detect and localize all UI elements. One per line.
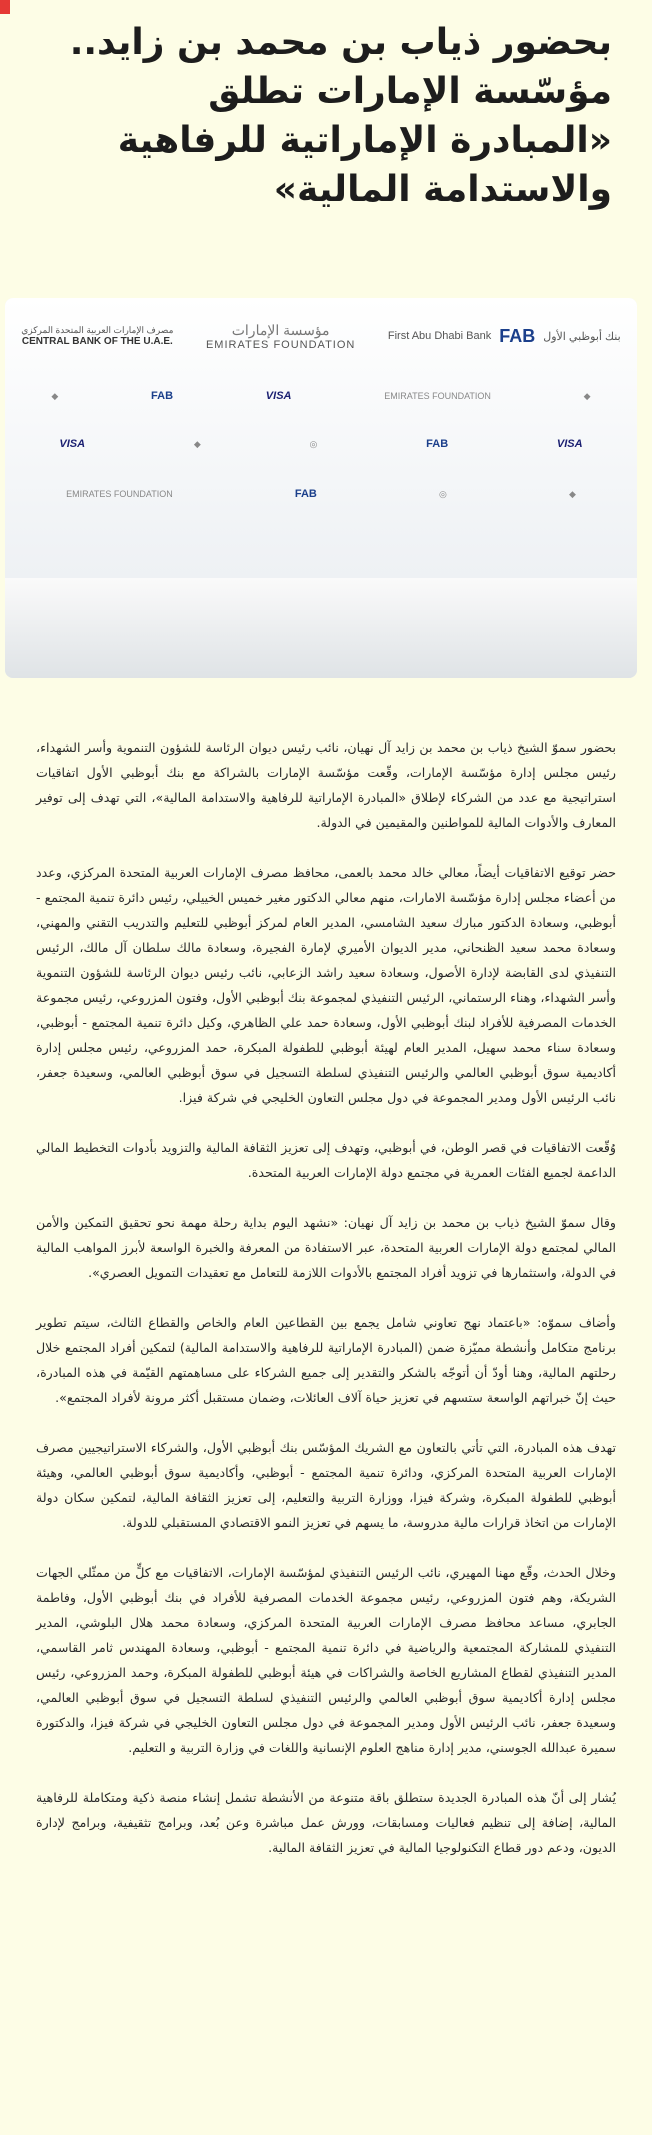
emirates-foundation-logo [206,322,355,351]
foundation-name-en: EMIRATES FOUNDATION [384,391,491,401]
central-bank-logo [21,325,173,347]
top-accent-bar [0,0,10,14]
backdrop-logo-row-2 [5,434,637,454]
fab-name-en: First Abu Dhabi Bank [387,330,492,342]
signing-table [5,578,637,678]
seal-icon: ◎ [438,488,447,499]
article-body [36,735,616,1885]
article-paragraph: وخلال الحدث، وقّع مهنا المهيري، نائب الرئيس التنفيذي لمؤسّسة الإمارات، الاتفاقيات مع كلٍّ من ممثّلي الجهات الشريكة، وهم فتون المزروعي، رئيس مجموعة الخدمات المصرفية للأفراد في بنك أبوظبي الأول، وفاطمة الجابري، مساعد محافظ مصرف الإمارات العربية المتحدة المركزي، وسعادة محمد هلال البلوشي، المدير التنفيذي للمشاركة المجتمعية والرياضية في دائرة تنمية المجتمع - أبوظبي، وسعادة المهندس ثامر القاسمي، المدير التنفيذي لقطاع المشاريع الخاصة والشراكات في هيئة أبوظبي للطفولة المبكرة، وحمد المزروعي، رئيس مجلس إدارة أكاديمية سوق أبوظبي العالمي والرئيس التنفيذي لسلطة التسجيل في سوق أبوظبي العالمي، وسعيدة جعفر، نائب الرئيس الأول ومدير المجموعة في دول مجلس التعاون الخليجي في شركة فيزا، والدكتورة سميرة عبدالله الجوسني، مدير إدارة مناهج العلوم الإنسانية واللغات في وزارة التربية و التعليم. [36,1565,616,1755]
crest-icon: ◆ [51,390,59,401]
article-paragraph: يُشار إلى أنّ هذه المبادرة الجديدة ستطلق باقة متنوعة من الأنشطة تشمل إنشاء منصة ذكية ومتكاملة للرفاهية المالية، إضافة إلى تنظيم فعاليات ومسابقات، وورش عمل مباشرة وعن بُعد، وبرامج تثقيفية، وبرامج لإدارة الديون، ودعم دور قطاع التكنولوجيا المالية في تعزيز الثقافة المالية. [36,1790,616,1855]
article-paragraph: حضر توقيع الاتفاقيات أيضاً، معالي خالد محمد بالعمى، محافظ مصرف الإمارات العربية المتحدة المركزي، وعدد من أعضاء مجلس إدارة مؤسّسة الامارات، منهم معالي الدكتور مغير خميس الخييلي، رئيس دائرة تنمية المجتمع - أبوظبي، وسعادة الدكتور مبارك سعيد الشامسي، المدير العام لمركز أبوظبي للتعليم والتدريب التقني والمهني، وسعادة محمد سعيد الظنحاني، مدير الديوان الأميري لإمارة الفجيرة، وسعادة مالك سلطان آل مالك، الرئيس التنفيذي لدى القابضة لإدارة الأصول، وسعادة سعيد راشد الزعابي، نائب رئيس ديوان الرئاسة للشؤون التنموية وأسر الشهداء، وهناء الرستماني، الرئيس التنفيذي لمجموعة بنك أبوظبي الأول، وفتون المزروعي، رئيس مجموعة الخدمات المصرفية للأفراد لبنك أبوظبي الأول، وسعادة حمد علي الظاهري، وكيل دائرة تنمية المجتمع - أبوظبي، وسعادة سناء محمد سهيل، المدير العام لهيئة أبوظبي للطفولة المبكرة، حمد المزروعي، رئيس مجلس إدارة أكاديمية سوق أبوظبي العالمي والرئيس التنفيذي لسلطة التسجيل في سوق أبوظبي العالمي، وسعيدة جعفر، نائب الرئيس الأول ومدير المجموعة في دول مجلس التعاون الخليجي في شركة فيزا. [36,865,616,1105]
backdrop-logo-row-1 [5,386,637,406]
article-paragraph: وأضاف سموّه: «باعتماد نهج تعاوني شامل يجمع بين القطاعين العام والخاص والقطاع الثالث، سيتم تطوير برنامج متكامل وأنشطة مميّزة ضمن (المبادرة الإماراتية للرفاهية والاستدامة المالية) لتمكين أفراد المجتمع خلال رحلتهم المالية، وهنا أودّ أن أتوجّه بالشكر والتقدير إلى جميع الشركاء على مساهمتهم القيّمة في هذه المبادرة، حيث إنّ خبراتهم الواسعة ستسهم في تعزيز حياة آلاف العائلات، وضمان مستقبل أكثر مرونة لأفراد المجتمع». [36,1315,616,1405]
fab-logo [388,326,621,347]
article-paragraph: بحضور سموّ الشيخ ذياب بن محمد بن زايد آل نهيان، نائب رئيس ديوان الرئاسة للشؤون التنموية وأسر الشهداء، رئيس مجلس إدارة مؤسّسة الإمارات، وقّعت مؤسّسة الإمارات بالشراكة مع بنك أبوظبي الأول اتفاقيات استراتيجية مع عدد من الشركاء لإطلاق «المبادرة الإماراتية للرفاهية والاستدامة المالية»، التي تهدف إلى توفير المعارف والأدوات المالية للمواطنين والمقيمين في الدولة. [36,740,616,830]
central-bank-name-ar: مصرف الإمارات العربية المتحدة المركزي [21,325,174,335]
fab-mark: FAB [426,438,449,450]
crest-icon: ◆ [568,488,576,499]
visa-logo: VISA [265,390,292,402]
photo-logo-row [5,312,637,360]
article-photo [5,298,637,678]
foundation-name-ar: مؤسسة الإمارات [231,321,330,338]
visa-logo: VISA [59,438,86,450]
seal-icon: ◎ [309,438,318,449]
fab-mark: FAB [151,390,174,402]
fab-mark: FAB [499,325,536,346]
foundation-name-en: EMIRATES FOUNDATION [66,489,173,499]
article-paragraph: تهدف هذه المبادرة، التي تأتي بالتعاون مع الشريك المؤسّس بنك أبوظبي الأول، والشركاء الاستراتيجيين مصرف الإمارات العربية المتحدة المركزي، ودائرة تنمية المجتمع - أبوظبي، وأكاديمية سوق أبوظبي العالمي، وهيئة أبوظبي للطفولة المبكرة، وشركة فيزا، ووزارة التربية والتعليم، إلى تعزيز الثقافة المالية، لتمكين سكان دولة الإمارات من اتخاذ قرارات مالية مدروسة، ما يسهم في تعزيز النمو الاقتصادي المستقبلي للدولة. [36,1440,616,1530]
article-paragraph: وقال سموّ الشيخ ذياب بن محمد بن زايد آل نهيان: «نشهد اليوم بداية رحلة مهمة نحو تحقيق التمكين والأمن المالي لمجتمع دولة الإمارات العربية المتحدة، عبر الاستفادة من المعرفة والخبرة الواسعة لأبرز المواهب المالية في الدولة، واستثمارها في تزويد أفراد المجتمع بالأدوات اللازمة للتعامل مع تعقيدات التمويل العصري». [36,1215,616,1280]
fab-mark: FAB [294,488,317,500]
article-headline: بحضور ذياب بن محمد بن زايد.. مؤسّسة الإمارات تطلق «المبادرة الإماراتية للرفاهية والاستدامة المالية» [69,22,612,210]
visa-logo: VISA [556,438,583,450]
central-bank-name-en: CENTRAL BANK OF THE U.A.E. [21,336,173,347]
crest-icon: ◆ [583,390,591,401]
foundation-name-en: EMIRATES FOUNDATION [205,338,356,351]
backdrop-logo-row-3 [5,484,637,504]
fab-name-ar: بنك أبوظبي الأول [543,330,621,343]
article-paragraph: وُقّعت الاتفاقيات في قصر الوطن، في أبوظبي، وتهدف إلى تعزيز الثقافة المالية والتزويد بأدوات التخطيط المالي الداعمة لجميع الفئات العمرية في مجتمع دولة الإمارات العربية المتحدة. [36,1140,616,1180]
photo-backdrop [5,298,637,578]
crest-icon: ◆ [193,438,201,449]
